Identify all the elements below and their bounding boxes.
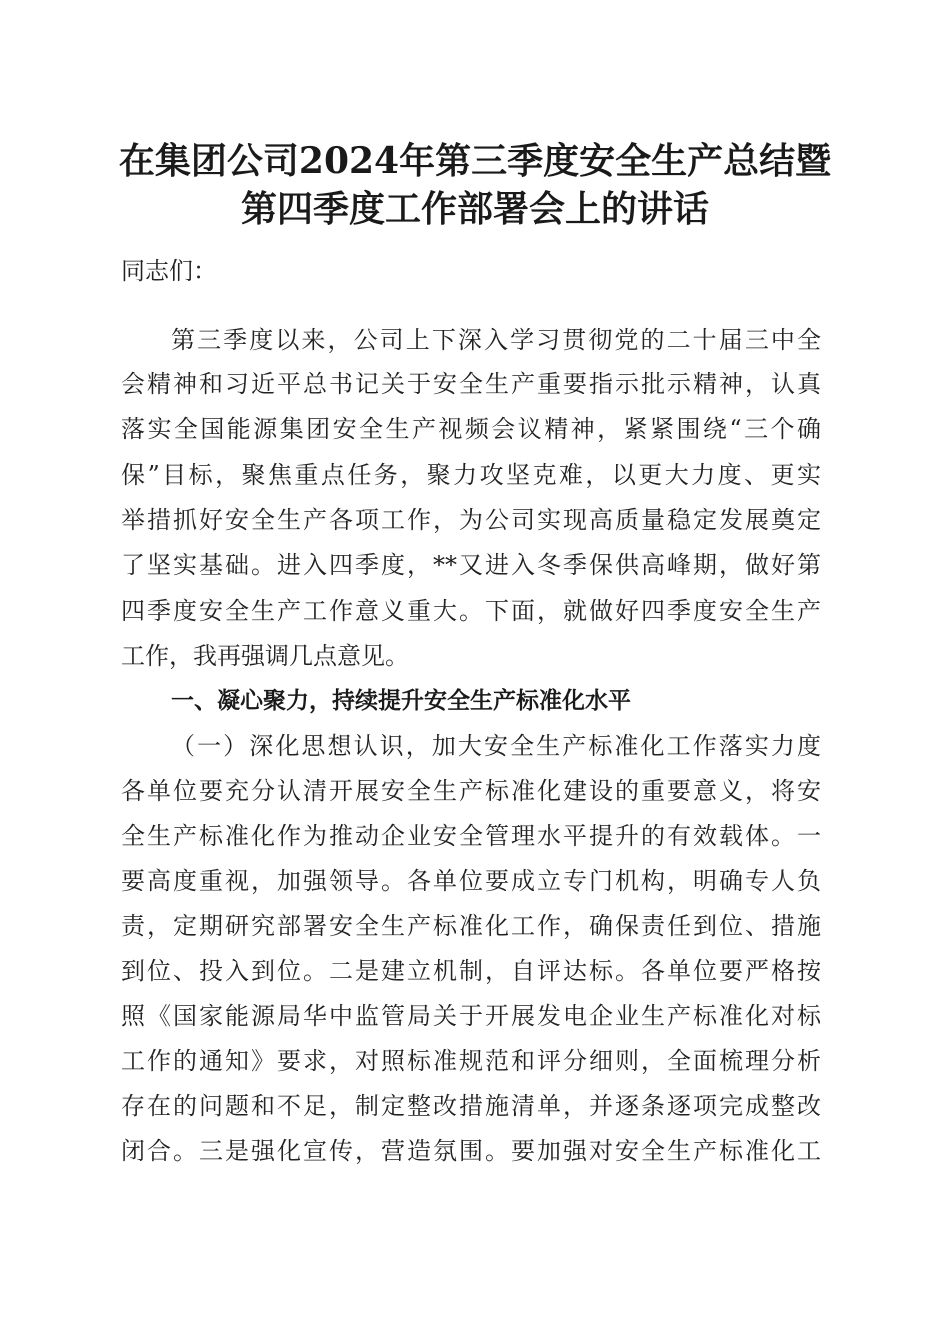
paragraph-line: 四季度安全生产工作意义重大。下面，就做好四季度安全生产 (121, 597, 821, 625)
paragraph-line: 保”目标，聚焦重点任务，聚力攻坚克难，以更大力度、更实 (121, 461, 821, 489)
paragraph-line: 到位、投入到位。二是建立机制，自评达标。各单位要严格按 (121, 957, 821, 985)
paragraph-line: 闭合。三是强化宣传，营造氛围。要加强对安全生产标准化工 (121, 1137, 821, 1165)
paragraph-line: 照《国家能源局华中监管局关于开展发电企业生产标准化对标 (121, 1002, 821, 1030)
document-title-line-1: 在集团公司2024年第三季度安全生产总结暨 (118, 140, 832, 182)
paragraph-line: 要高度重视，加强领导。各单位要成立专门机构，明确专人负 (121, 867, 821, 895)
subsection-heading: （一）深化思想认识，加大安全生产标准化工作落实力度 (171, 732, 821, 760)
paragraph-line: 举措抓好安全生产各项工作，为公司实现高质量稳定发展奠定 (121, 506, 821, 534)
paragraph-line: 全生产标准化作为推动企业安全管理水平提升的有效载体。一 (121, 822, 821, 850)
document-title-line-2: 第四季度工作部署会上的讲话 (240, 188, 709, 230)
paragraph-line: 责，定期研究部署安全生产标准化工作，确保责任到位、措施 (121, 912, 821, 940)
paragraph-line: 会精神和习近平总书记关于安全生产重要指示批示精神，认真 (121, 370, 821, 398)
paragraph-line: 落实全国能源集团安全生产视频会议精神，紧紧围绕“三个确 (121, 415, 821, 443)
paragraph-line: 了坚实基础。进入四季度，**又进入冬季保供高峰期，做好第 (121, 551, 821, 579)
paragraph-line: 工作的通知》要求，对照标准规范和评分细则，全面梳理分析 (121, 1047, 821, 1075)
paragraph-line: 各单位要充分认清开展安全生产标准化建设的重要意义，将安 (121, 777, 821, 805)
salutation: 同志们： (121, 257, 217, 285)
paragraph-line: 存在的问题和不足，制定整改措施清单，并逐条逐项完成整改 (121, 1092, 821, 1120)
section-heading: 一、凝心聚力，持续提升安全生产标准化水平 (171, 688, 631, 714)
paragraph-line: 工作，我再强调几点意见。 (121, 642, 409, 670)
paragraph-line: 第三季度以来，公司上下深入学习贯彻党的二十届三中全 (171, 326, 821, 354)
